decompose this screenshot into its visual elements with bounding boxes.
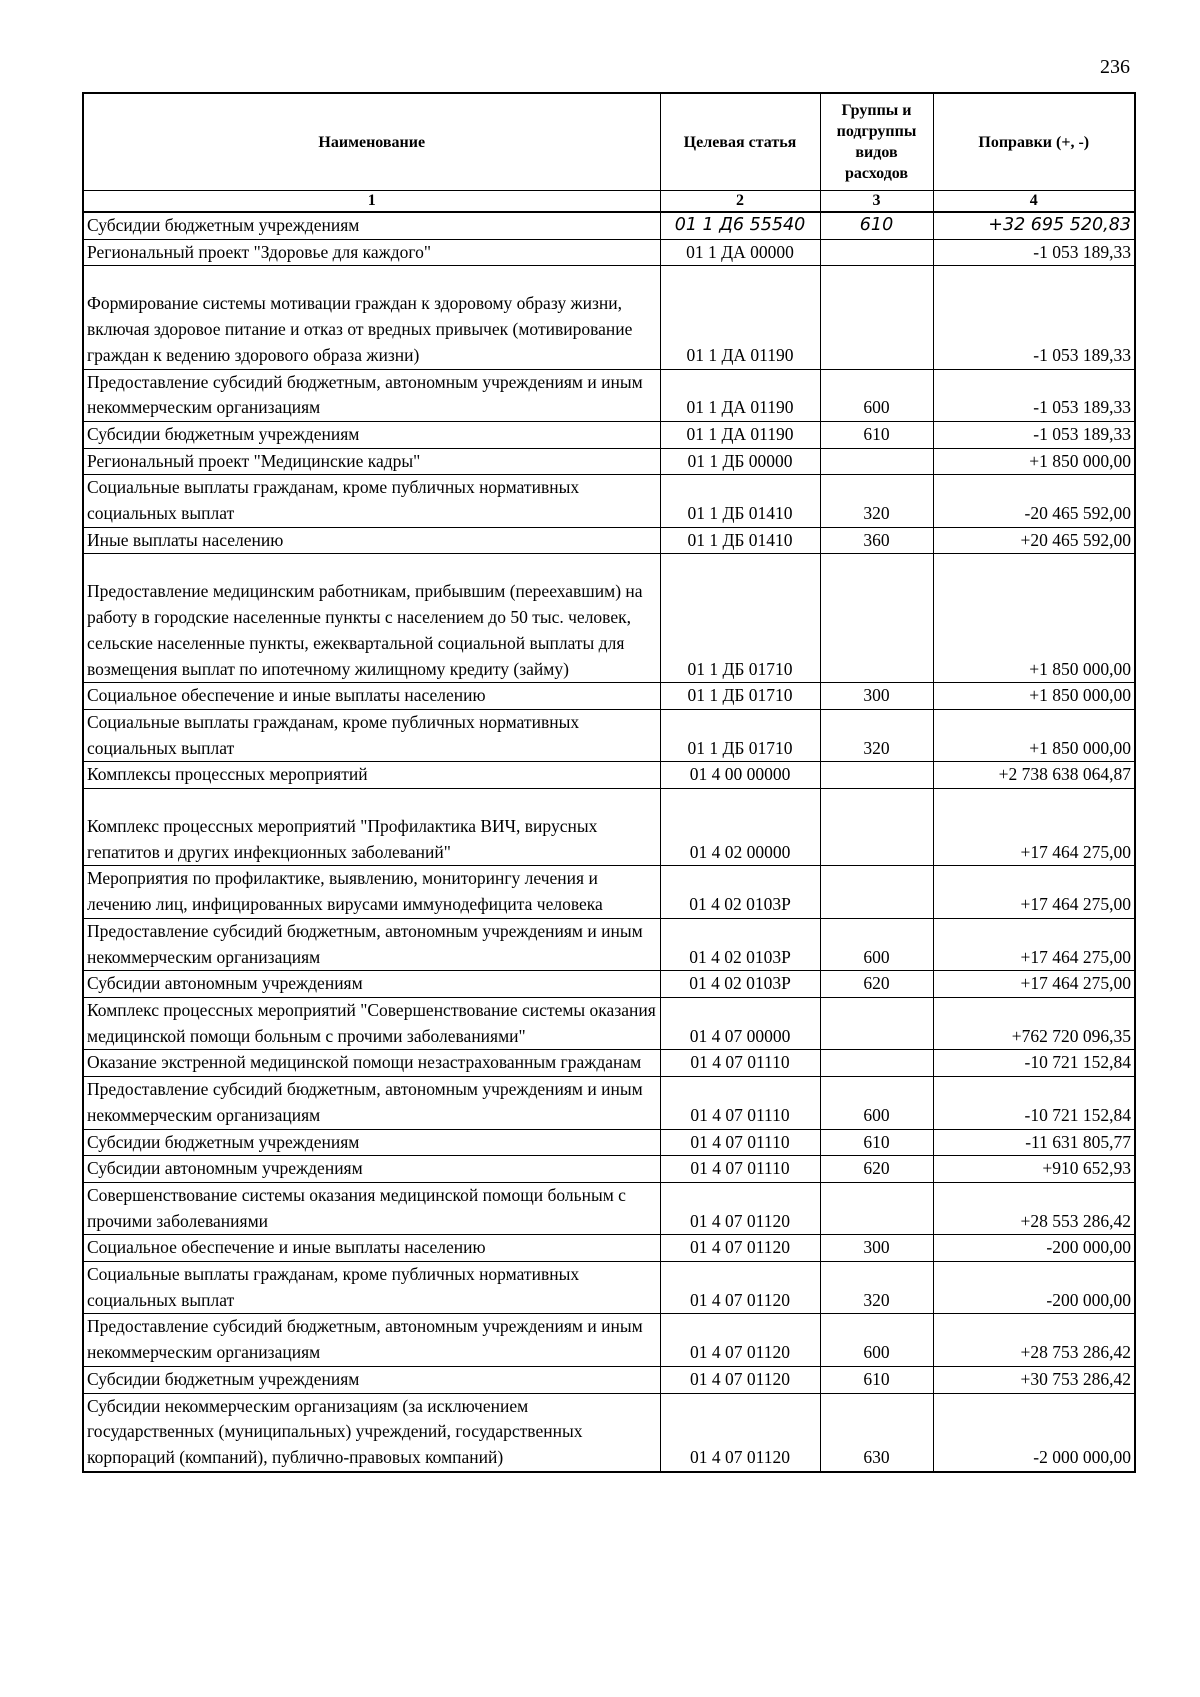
row-amendment: -2 000 000,00 bbox=[933, 1393, 1135, 1472]
row-expense-group: 320 bbox=[820, 709, 933, 761]
row-name: Социальное обеспечение и иные выплаты населению bbox=[83, 683, 660, 710]
row-expense-group bbox=[820, 448, 933, 475]
row-target-article: 01 4 07 01110 bbox=[660, 1050, 820, 1077]
table-row bbox=[83, 369, 1135, 421]
table-row bbox=[83, 1262, 1135, 1314]
row-expense-group: 320 bbox=[820, 475, 933, 527]
row-amendment: +28 753 286,42 bbox=[933, 1314, 1135, 1366]
table-row bbox=[83, 709, 1135, 761]
table-row bbox=[83, 1129, 1135, 1156]
row-name: Региональный проект "Здоровье для каждого" bbox=[83, 239, 660, 266]
row-target-article: 01 1 ДА 01190 bbox=[660, 369, 820, 421]
row-target-article: 01 1 ДБ 01410 bbox=[660, 475, 820, 527]
row-expense-group bbox=[820, 554, 933, 683]
row-target-article: 01 4 02 00000 bbox=[660, 789, 820, 866]
table-row bbox=[83, 762, 1135, 789]
header-amendments: Поправки (+, -) bbox=[933, 93, 1135, 191]
row-expense-group: 600 bbox=[820, 1314, 933, 1366]
header-target-article: Целевая статья bbox=[660, 93, 820, 191]
row-amendment: -200 000,00 bbox=[933, 1235, 1135, 1262]
row-amendment: -10 721 152,84 bbox=[933, 1050, 1135, 1077]
row-expense-group: 610 bbox=[820, 421, 933, 448]
row-expense-group: 320 bbox=[820, 1262, 933, 1314]
row-name: Субсидии бюджетным учреждениям bbox=[83, 1129, 660, 1156]
table-row bbox=[83, 1182, 1135, 1234]
row-name: Предоставление субсидий бюджетным, автономным учреждениям и иным некоммерческим организациям bbox=[83, 918, 660, 970]
row-amendment: +17 464 275,00 bbox=[933, 971, 1135, 998]
row-amendment: -1 053 189,33 bbox=[933, 369, 1135, 421]
row-target-article: 01 4 07 01120 bbox=[660, 1366, 820, 1393]
row-amendment: +2 738 638 064,87 bbox=[933, 762, 1135, 789]
row-expense-group: 610 bbox=[820, 1366, 933, 1393]
table-row bbox=[83, 918, 1135, 970]
row-name: Предоставление субсидий бюджетным, автономным учреждениям и иным некоммерческим организациям bbox=[83, 1077, 660, 1129]
table-row bbox=[83, 1050, 1135, 1077]
table-body bbox=[83, 212, 1135, 1472]
row-expense-group bbox=[820, 866, 933, 918]
row-name: Субсидии бюджетным учреждениям bbox=[83, 1366, 660, 1393]
row-target-article: 01 4 07 01120 bbox=[660, 1262, 820, 1314]
row-name: Совершенствование системы оказания медицинской помощи больным с прочими заболеваниями bbox=[83, 1182, 660, 1234]
row-expense-group bbox=[820, 1182, 933, 1234]
row-name: Формирование системы мотивации граждан к здоровому образу жизни, включая здоровое питание и отказ от вредных привычек (мотивирование граждан к ведению здорового образа жизни) bbox=[83, 266, 660, 369]
row-name: Предоставление медицинским работникам, прибывшим (переехавшим) на работу в городские населенные пункты с населением до 50 тыс. человек, сельские населенные пункты, ежеквартальной социальной выплаты для возмещения выплат по ипотечному жилищному кредиту (займу) bbox=[83, 554, 660, 683]
row-amendment: -1 053 189,33 bbox=[933, 421, 1135, 448]
row-expense-group: 610 bbox=[820, 212, 933, 239]
row-name: Предоставление субсидий бюджетным, автономным учреждениям и иным некоммерческим организациям bbox=[83, 1314, 660, 1366]
row-target-article: 01 4 07 01120 bbox=[660, 1235, 820, 1262]
column-number: 3 bbox=[820, 191, 933, 213]
row-amendment: -10 721 152,84 bbox=[933, 1077, 1135, 1129]
row-amendment: +1 850 000,00 bbox=[933, 554, 1135, 683]
column-number: 4 bbox=[933, 191, 1135, 213]
column-number: 2 bbox=[660, 191, 820, 213]
row-amendment: -1 053 189,33 bbox=[933, 239, 1135, 266]
row-target-article: 01 4 02 0103Р bbox=[660, 918, 820, 970]
row-amendment: +1 850 000,00 bbox=[933, 683, 1135, 710]
header-name: Наименование bbox=[83, 93, 660, 191]
table-row bbox=[83, 1235, 1135, 1262]
row-amendment: +1 850 000,00 bbox=[933, 709, 1135, 761]
row-target-article: 01 4 07 00000 bbox=[660, 997, 820, 1049]
table-row bbox=[83, 554, 1135, 683]
row-target-article: 01 4 07 01120 bbox=[660, 1314, 820, 1366]
row-name: Социальные выплаты гражданам, кроме публичных нормативных социальных выплат bbox=[83, 475, 660, 527]
row-amendment: +1 850 000,00 bbox=[933, 448, 1135, 475]
table-row bbox=[83, 683, 1135, 710]
table-row bbox=[83, 1393, 1135, 1472]
row-name: Субсидии автономным учреждениям bbox=[83, 1156, 660, 1183]
table-row bbox=[83, 866, 1135, 918]
row-amendment: +910 652,93 bbox=[933, 1156, 1135, 1183]
table-row bbox=[83, 421, 1135, 448]
row-expense-group bbox=[820, 239, 933, 266]
row-expense-group: 600 bbox=[820, 1077, 933, 1129]
table-row bbox=[83, 239, 1135, 266]
row-target-article: 01 1 ДБ 01710 bbox=[660, 709, 820, 761]
row-name: Субсидии некоммерческим организациям (за исключением государственных (муниципальных) учреждений, государственных корпораций (компаний), публично-правовых компаний) bbox=[83, 1393, 660, 1472]
row-expense-group: 600 bbox=[820, 369, 933, 421]
row-name: Социальные выплаты гражданам, кроме публичных нормативных социальных выплат bbox=[83, 709, 660, 761]
table-row bbox=[83, 448, 1135, 475]
row-target-article: 01 1 ДБ 01710 bbox=[660, 554, 820, 683]
row-amendment: +20 465 592,00 bbox=[933, 527, 1135, 554]
table-row bbox=[83, 1077, 1135, 1129]
row-target-article: 01 4 02 0103Р bbox=[660, 971, 820, 998]
row-expense-group: 300 bbox=[820, 683, 933, 710]
row-target-article: 01 4 07 01110 bbox=[660, 1156, 820, 1183]
row-expense-group: 600 bbox=[820, 918, 933, 970]
row-expense-group: 630 bbox=[820, 1393, 933, 1472]
row-expense-group bbox=[820, 997, 933, 1049]
row-target-article: 01 4 02 0103Р bbox=[660, 866, 820, 918]
row-name: Комплексы процессных мероприятий bbox=[83, 762, 660, 789]
table-row bbox=[83, 212, 1135, 239]
row-target-article: 01 1 ДБ 01410 bbox=[660, 527, 820, 554]
row-expense-group bbox=[820, 789, 933, 866]
row-name: Мероприятия по профилактике, выявлению, мониторингу лечения и лечению лиц, инфицированных вирусами иммунодефицита человека bbox=[83, 866, 660, 918]
header-expense-groups: Группы и подгруппы видов расходов bbox=[820, 93, 933, 191]
table-row bbox=[83, 789, 1135, 866]
row-amendment: +17 464 275,00 bbox=[933, 918, 1135, 970]
row-amendment: -200 000,00 bbox=[933, 1262, 1135, 1314]
row-amendment: -1 053 189,33 bbox=[933, 266, 1135, 369]
page-number: 236 bbox=[1100, 56, 1130, 78]
row-name: Социальное обеспечение и иные выплаты населению bbox=[83, 1235, 660, 1262]
row-name: Комплекс процессных мероприятий "Совершенствование системы оказания медицинской помощи больным с прочими заболеваниями" bbox=[83, 997, 660, 1049]
row-target-article: 01 1 ДА 00000 bbox=[660, 239, 820, 266]
row-amendment: +28 553 286,42 bbox=[933, 1182, 1135, 1234]
row-name: Субсидии бюджетным учреждениям bbox=[83, 421, 660, 448]
table-row bbox=[83, 266, 1135, 369]
row-target-article: 01 4 07 01110 bbox=[660, 1077, 820, 1129]
row-amendment: -11 631 805,77 bbox=[933, 1129, 1135, 1156]
table-row bbox=[83, 997, 1135, 1049]
row-name: Субсидии бюджетным учреждениям bbox=[83, 212, 660, 239]
row-expense-group: 300 bbox=[820, 1235, 933, 1262]
row-target-article: 01 4 00 00000 bbox=[660, 762, 820, 789]
row-name: Субсидии автономным учреждениям bbox=[83, 971, 660, 998]
row-name: Региональный проект "Медицинские кадры" bbox=[83, 448, 660, 475]
row-amendment: +17 464 275,00 bbox=[933, 866, 1135, 918]
budget-amendments-table bbox=[82, 92, 1136, 1473]
row-name: Социальные выплаты гражданам, кроме публичных нормативных социальных выплат bbox=[83, 1262, 660, 1314]
row-target-article: 01 1 ДА 01190 bbox=[660, 421, 820, 448]
row-target-article: 01 4 07 01110 bbox=[660, 1129, 820, 1156]
table-row bbox=[83, 527, 1135, 554]
row-target-article: 01 4 07 01120 bbox=[660, 1182, 820, 1234]
row-expense-group bbox=[820, 1050, 933, 1077]
row-target-article: 01 1 Д6 55540 bbox=[660, 212, 820, 239]
row-target-article: 01 1 ДБ 00000 bbox=[660, 448, 820, 475]
row-name: Оказание экстренной медицинской помощи незастрахованным гражданам bbox=[83, 1050, 660, 1077]
row-name: Предоставление субсидий бюджетным, автономным учреждениям и иным некоммерческим организациям bbox=[83, 369, 660, 421]
row-expense-group: 620 bbox=[820, 1156, 933, 1183]
row-expense-group bbox=[820, 266, 933, 369]
row-name: Комплекс процессных мероприятий "Профилактика ВИЧ, вирусных гепатитов и других инфекционных заболеваний" bbox=[83, 789, 660, 866]
row-name: Иные выплаты населению bbox=[83, 527, 660, 554]
row-amendment: +30 753 286,42 bbox=[933, 1366, 1135, 1393]
table-row bbox=[83, 1366, 1135, 1393]
row-amendment: -20 465 592,00 bbox=[933, 475, 1135, 527]
table-row bbox=[83, 1314, 1135, 1366]
row-target-article: 01 4 07 01120 bbox=[660, 1393, 820, 1472]
row-expense-group: 360 bbox=[820, 527, 933, 554]
row-amendment: +762 720 096,35 bbox=[933, 997, 1135, 1049]
column-number: 1 bbox=[83, 191, 660, 213]
row-expense-group bbox=[820, 762, 933, 789]
table-row bbox=[83, 475, 1135, 527]
row-expense-group: 620 bbox=[820, 971, 933, 998]
row-amendment: +32 695 520,83 bbox=[933, 212, 1135, 239]
table-row bbox=[83, 971, 1135, 998]
row-amendment: +17 464 275,00 bbox=[933, 789, 1135, 866]
row-expense-group: 610 bbox=[820, 1129, 933, 1156]
table-row bbox=[83, 1156, 1135, 1183]
row-target-article: 01 1 ДА 01190 bbox=[660, 266, 820, 369]
row-target-article: 01 1 ДБ 01710 bbox=[660, 683, 820, 710]
